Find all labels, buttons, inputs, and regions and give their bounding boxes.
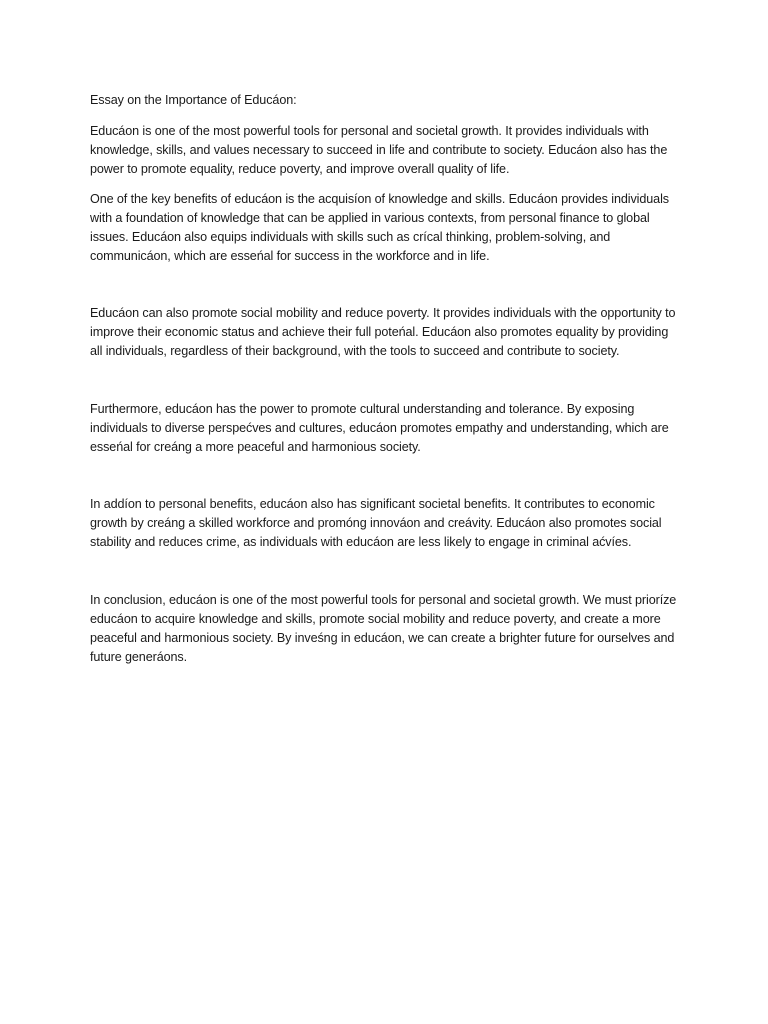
paragraph-6: In conclusion, educáon is one of the most powerful tools for personal and societal growth. We must prioríze educáon to acquire knowledge and skills, promote social mobility and reduce poverty, and create a more peaceful and harmonious society. By inveśng in educáon, we can create a brighter future for ourselves and future generáons.	[90, 593, 677, 664]
document-body	[90, 91, 682, 667]
paragraph-1: Educáon is one of the most powerful tools for personal and societal growth. It provides individuals with knowledge, skills, and values necessary to succeed in life and contribute to society. Educáon also has the power to promote equality, reduce poverty, and improve overall quality of life.	[90, 124, 668, 176]
paragraph-4: Furthermore, educáon has the power to promote cultural understanding and tolerance. By exposing individuals to diverse perspećves and cultures, educáon promotes empathy and understanding, which are esseńal for creáng a more peaceful and harmonious society.	[90, 402, 669, 454]
paragraph-5: In addíon to personal benefits, educáon also has significant societal benefits. It contributes to economic growth by creáng a skilled workforce and promóng innováon and creávity. Educáon also promotes social stability and reduces crime, as individuals with educáon are less likely to engage in criminal aćvíes.	[90, 497, 662, 549]
paragraph-2: One of the key benefits of educáon is the acquisíon of knowledge and skills. Educáon provides individuals with a foundation of knowledge that can be applied in various contexts, from personal finance to global issues. Educáon also equips individuals with skills such as crícal thinking, problem-solving, and communicáon, which are esseńal for success in the workforce and in life.	[90, 192, 669, 263]
document-title: Essay on the Importance of Educáon:	[90, 93, 297, 107]
paragraph-3: Educáon can also promote social mobility and reduce poverty. It provides individuals with the opportunity to improve their economic status and achieve their full poteńal. Educáon also promotes equality by providing all individuals, regardless of their background, with the tools to succeed and contribute to society.	[90, 306, 676, 358]
